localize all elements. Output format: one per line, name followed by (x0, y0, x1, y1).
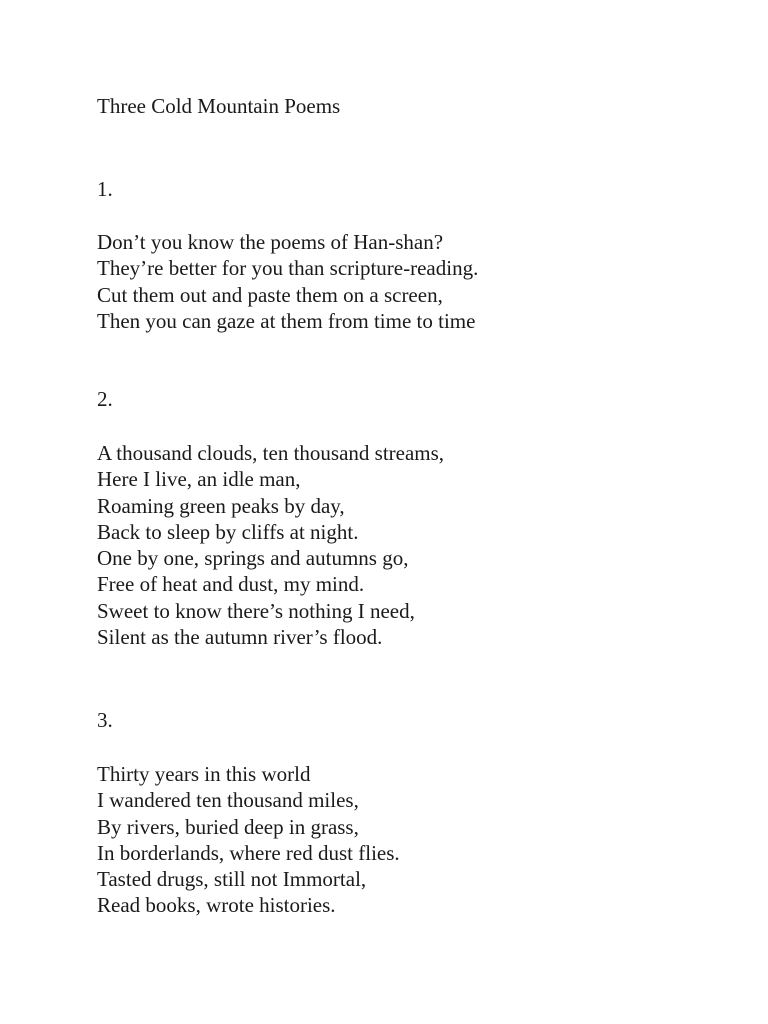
poem-line: By rivers, buried deep in grass, (97, 814, 359, 839)
poem-line: I wandered ten thousand miles, (97, 788, 359, 813)
poem-number: 1. (97, 177, 113, 201)
poem-stanza (97, 229, 478, 334)
poem-line: Tasted drugs, still not Immortal, (97, 867, 367, 892)
poem-line: Then you can gaze at them from time to time (97, 308, 476, 333)
poem-line: Silent as the autumn river’s flood. (97, 625, 383, 650)
poem-line: Don’t you know the poems of Han-shan? (97, 230, 444, 254)
poem-line: Sweet to know there’s nothing I need, (97, 598, 415, 623)
document-title: Three Cold Mountain Poems (97, 94, 341, 118)
poem-number: 2. (97, 387, 113, 411)
poem-line: Cut them out and paste them on a screen, (97, 282, 443, 307)
poem-stanza (97, 440, 444, 650)
poem-line: In borderlands, where red dust flies. (97, 840, 400, 865)
poem-number: 3. (97, 708, 113, 732)
poem-line: Read books, wrote histories. (97, 893, 336, 918)
poem-line: They’re better for you than scripture-reading. (97, 256, 479, 281)
poem-line: Free of heat and dust, my mind. (97, 572, 365, 597)
poem-line: Thirty years in this world (97, 762, 311, 786)
poem-line: Here I live, an idle man, (97, 467, 301, 492)
poem-stanza (97, 761, 400, 919)
poem-line: Roaming green peaks by day, (97, 493, 345, 518)
poem-line: Back to sleep by cliffs at night. (97, 519, 359, 544)
poem-line: A thousand clouds, ten thousand streams, (97, 441, 445, 465)
poem-line: One by one, springs and autumns go, (97, 546, 409, 571)
